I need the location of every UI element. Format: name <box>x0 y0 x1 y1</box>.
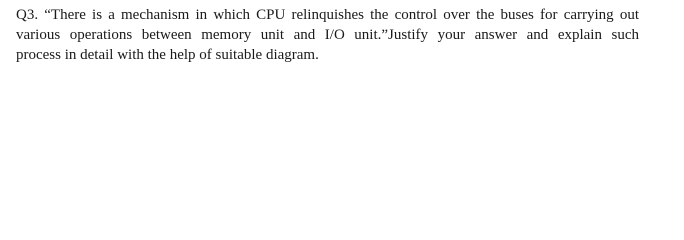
question-line-3: process in detail with the help of suitable diagram. <box>16 47 319 63</box>
question-line-1: Q3. “There is a mechanism in which CPU relinquishes the control over the buses for carrying out <box>16 7 639 23</box>
question-line-2: various operations between memory unit and I/O unit.”Justify your answer and explain such <box>16 27 639 43</box>
question-text <box>16 5 676 65</box>
